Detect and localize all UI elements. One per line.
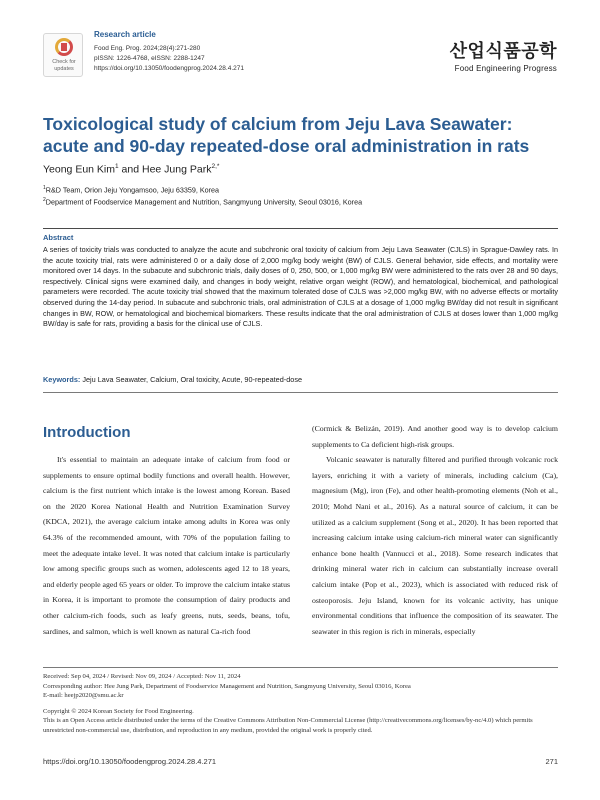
intro-paragraph-left: It's essential to maintain an adequate intake of calcium from food or supplements to ensure optimal bodily functions and overall health. However, calcium is the first nutrient which intake is the lowest among Korean. Based on the 2020 Korea National Health and Nutrition Examination Survey (KDCA, 2021), the average calcium intake among adults in Korea was only 64.3% of the recommended amount, with 70% of the population failing to meet the adequate intake level. It was noted that calcium intake is particularly low among specific groups such as women, adolescents aged 12 to 18 years, and elderly people aged 65 years or older. To improve the calcium intake status in Korea, it is important to promote the consumption of dairy products and other calcium-rich foods, such as leafy greens, nuts, seeds, beans, tofu, sardines, and salmon, which is well known as natural Ca-rich food (43, 455, 290, 636)
abstract-section (43, 228, 558, 330)
divider (43, 392, 558, 393)
author-name: Yeong Eun Kim (43, 163, 115, 176)
abstract-text: A series of toxicity trials was conducted to analyze the acute and subchronic oral toxicity of calcium from Jeju Lava Seawater (CJLS) in Sprague-Dawley rats. In the acute toxicity trial, rats were administered 0 or a daily dose of 2,000 mg/kg body weight (BW) of CJLS. General behavior, side effects, and mortality were monitored over 14 days. In the subacute and subchronic trials, daily doses of 0, 250, 500, or 1,000 mg/kg BW were administered to the rats over 28 and 90 days, respectively. Clinical signs were examined daily, and changes in body weight, relative organ weight (ROW), and hematological, biochemical, and pathological parameters were recorded. The acute toxicity trial showed that the maximum tolerated dose of CJLS was >2,000 mg/kg BW, with no adverse effects or mortality observed during the 14-day period. In subacute and subchronic trials, oral administration of CJLS at a dosage of 1,000 mg/kg BW/day did not result in significant changes in BW, ROW, or hematological and biochemical biomarkers. These results indicate that the oral administration of CJLS at doses lower than 1,000 mg/kg BW/day is safe for rats, providing a basis for the clinical use of CJLS. (43, 245, 558, 329)
introduction-heading: Introduction (43, 424, 131, 441)
author-conjunction: and (118, 163, 142, 176)
article-title: Toxicological study of calcium from Jeju Lava Seawater: acute and 90-day repeated-dose oral administration in rats (43, 114, 530, 156)
journal-name-english: Food Engineering Progress (454, 64, 557, 73)
issn: pISSN: 1226-4768, eISSN: 2288-1247 (94, 55, 205, 62)
journal-logo (450, 42, 557, 73)
journal-name-korean: 산업식품공학 (449, 41, 557, 62)
license-text: This is an Open Access article distributed under the terms of the Creative Commons Attribution Non-Commercial License (http://creativecommons.org/licenses/by-nc/4.0) which permits unrestricted non-commercial use, distribution, and reproduction in any medium, provided the original work is properly cited. (43, 717, 533, 734)
keywords (43, 375, 558, 384)
footer-doi-link[interactable]: https://doi.org/10.13050/foodengprog.2024.28.4.271 (43, 757, 217, 766)
corresponding-author: Corresponding author: Hee Jung Park, Department of Foodservice Management and Nutrition, Sangmyung University, Seoul 03016, Korea (43, 682, 411, 690)
affiliation-1: $^1$R&D Team, Orion Jeju Yongamsoo, Jeju 63359, Korea (43, 185, 220, 195)
author-affil-sup: 2,* (211, 163, 220, 170)
affiliation-2: $^2$Department of Foodservice Management and Nutrition, Sangmyung University, Seoul 03016, Korea (43, 197, 363, 207)
doi-link[interactable]: https://doi.org/10.13050/foodengprog.2024.28.4.271 (94, 65, 244, 72)
author-line (43, 163, 219, 176)
intro-column-right (312, 421, 558, 639)
page-number: 271 (545, 757, 558, 766)
keywords-label: Keywords: (43, 375, 81, 384)
email[interactable]: E-mail: heejp2020@smu.ac.kr (43, 692, 124, 699)
author-affil-sup: 1 (115, 163, 119, 170)
copyright: Copyright © 2024 Korean Society for Food Engineering. (43, 707, 194, 715)
intro-continuation: (Cormick & Belizán, 2019). And another good way is to develop calcium supplements to Ca deficient high-risk groups. (312, 424, 558, 449)
check-updates-label: Check for updates (52, 59, 76, 72)
bookmark-icon (61, 43, 67, 51)
author-name: Hee Jung Park (141, 163, 212, 176)
citation-block (94, 44, 244, 74)
article-footnote (43, 667, 558, 735)
keywords-text: Jeju Lava Seawater, Calcium, Oral toxicity, Acute, 90-repeated-dose (80, 375, 303, 384)
abstract-heading: Abstract (43, 233, 74, 242)
article-dates: Received: Sep 04, 2024 / Revised: Nov 09, 2024 / Accepted: Nov 11, 2024 (43, 673, 241, 680)
citation: Food Eng. Prog. 2024;28(4):271-280 (94, 45, 201, 52)
check-for-updates-badge[interactable] (43, 33, 83, 77)
affiliations (43, 183, 362, 208)
intro-paragraph-right: Volcanic seawater is naturally filtered and purified through volcanic rock layers, enriching it with a variety of minerals, including calcium (Ca), magnesium (Mg), iron (Fe), and other health-promoting elements (Noh et al., 2010; Mohd Nani et al., 2016). As a natural source of calcium, it can be utilized as a calcium supplement (Song et al., 2020). It has been reported that increasing calcium intake using calcium-rich mineral water can significantly enhance bone health (Vannucci et al., 2018). Some research indicates that drinking mineral water rich in calcium can substantially increase overall calcium intake (Pop et al., 2023), which is associated with reduced risk of osteoporosis. Jeju Island, known for its volcanic activity, has unique environmental conditions that influence the composition of its seawater. The seawater in this region is rich in minerals, especially (312, 455, 558, 636)
article-type: Research article (94, 30, 156, 39)
page-footer (43, 757, 558, 766)
